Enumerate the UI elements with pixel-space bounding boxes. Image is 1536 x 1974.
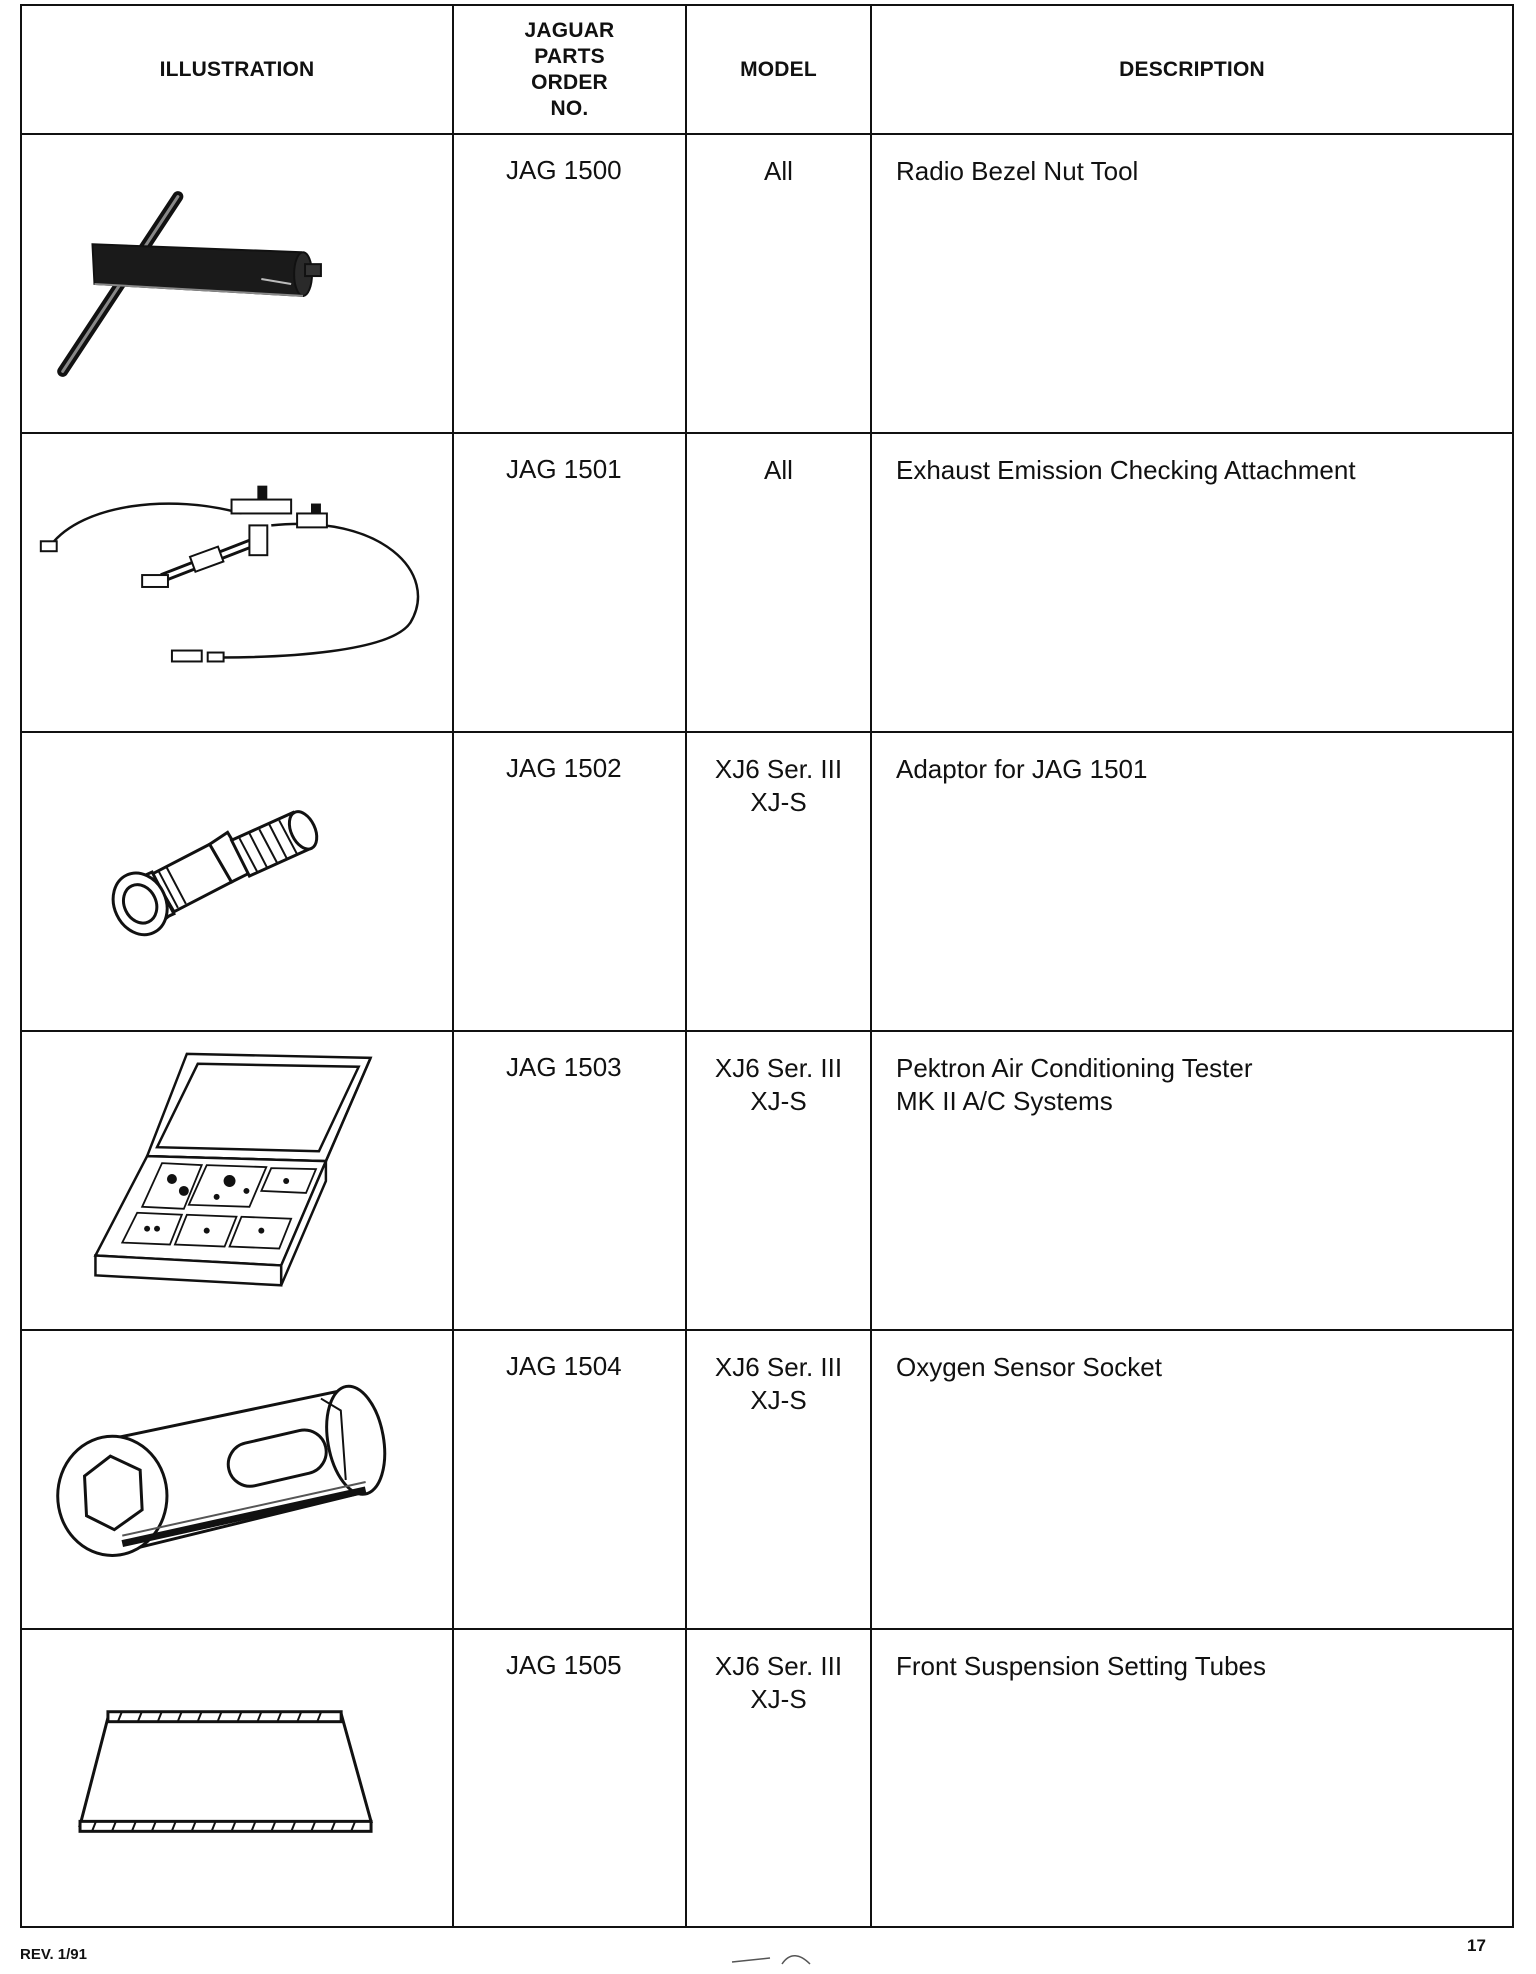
table-row	[22, 433, 1512, 732]
illustration-cell	[22, 732, 453, 1031]
header-model: MODEL	[686, 6, 871, 134]
model-cell: XJ6 Ser. III XJ-S	[686, 732, 871, 1031]
description-cell: Pektron Air Conditioning Tester MK II A/C Systems	[871, 1031, 1512, 1330]
header-order-no: JAGUAR PARTS ORDER NO.	[453, 6, 686, 134]
part-number: JAG 1504	[453, 1330, 686, 1629]
part-number: JAG 1500	[453, 134, 686, 433]
model-cell: XJ6 Ser. III XJ-S	[686, 1031, 871, 1330]
table-row	[22, 1031, 1512, 1330]
table-row	[22, 1629, 1512, 1928]
table-row	[22, 1330, 1512, 1629]
illustration-cell	[22, 1629, 453, 1928]
part-number: JAG 1502	[453, 732, 686, 1031]
model-cell: XJ6 Ser. III XJ-S	[686, 1629, 871, 1928]
setting-tube-icon	[22, 1630, 452, 1928]
table-row	[22, 134, 1512, 433]
description-cell: Radio Bezel Nut Tool	[871, 134, 1512, 433]
threaded-adaptor-icon	[22, 733, 452, 1030]
header-description: DESCRIPTION	[871, 6, 1512, 134]
model-cell: XJ6 Ser. III XJ-S	[686, 1330, 871, 1629]
t-handle-tool-icon	[22, 135, 452, 432]
illustration-cell	[22, 1031, 453, 1330]
illustration-cell	[22, 433, 453, 732]
part-number: JAG 1505	[453, 1629, 686, 1928]
page-number: 17	[1467, 1936, 1486, 1955]
model-cell: All	[686, 134, 871, 433]
parts-table-frame	[20, 4, 1514, 1928]
description-cell: Adaptor for JAG 1501	[871, 732, 1512, 1031]
illustration-cell	[22, 134, 453, 433]
table-row	[22, 732, 1512, 1031]
description-cell: Exhaust Emission Checking Attachment	[871, 433, 1512, 732]
model-cell: All	[686, 433, 871, 732]
socket-icon	[22, 1331, 452, 1628]
description-cell: Oxygen Sensor Socket	[871, 1330, 1512, 1629]
scan-mark-icon	[730, 1950, 820, 1970]
description-cell: Front Suspension Setting Tubes	[871, 1629, 1512, 1928]
parts-table	[22, 6, 1512, 1928]
header-illustration: ILLUSTRATION	[22, 6, 453, 134]
tester-case-icon	[22, 1032, 452, 1329]
emission-attachment-icon	[22, 434, 452, 731]
part-number: JAG 1503	[453, 1031, 686, 1330]
header-row	[22, 6, 1512, 134]
part-number: JAG 1501	[453, 433, 686, 732]
revision-label: REV. 1/91	[20, 1946, 87, 1963]
illustration-cell	[22, 1330, 453, 1629]
